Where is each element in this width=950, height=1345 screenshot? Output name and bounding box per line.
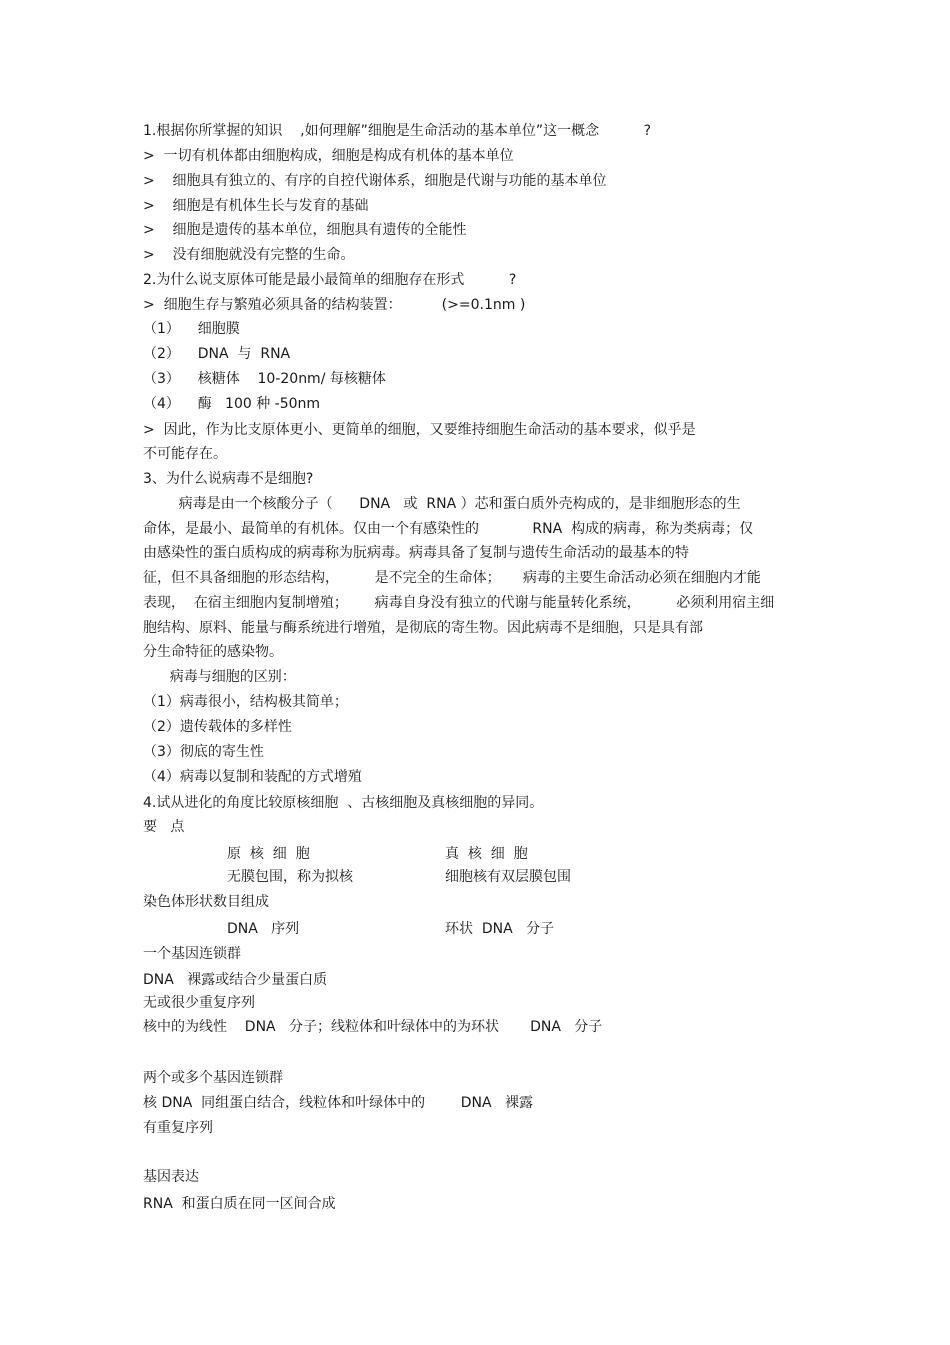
question-1-item: > 细胞是遗传的基本单位，细胞具有遗传的全能性 bbox=[143, 222, 467, 238]
eukaryote-dna: 环状 DNA 分子 bbox=[445, 921, 555, 937]
question-3-paragraph-line: 命体，是最小、最简单的有机体。仅由一个有感染性的 RNA 构成的病毒，称为类病毒；仅 bbox=[143, 521, 754, 537]
question-1-item: > 细胞具有独立的、有序的自控代谢体系，细胞是代谢与功能的基本单位 bbox=[143, 173, 607, 189]
question-3-paragraph-line: 病毒是由一个核酸分子（ DNA 或 RNA ）芯和蛋白质外壳构成的，是非细胞形态的生 bbox=[143, 496, 741, 512]
question-2-item: （4） 酶 100 种 -50nm bbox=[143, 396, 321, 412]
question-3-paragraph-line: 胞结构、原料、能量与酶系统进行增殖，是彻底的寄生物。因此病毒不是细胞，只是具有部 bbox=[143, 620, 703, 636]
comparison-line: 两个或多个基因连锁群 bbox=[143, 1070, 283, 1086]
question-3-paragraph-line: 征，但不具备细胞的形态结构， 是不完全的生命体； 病毒的主要生命活动必须在细胞内才能 bbox=[143, 570, 761, 586]
comparison-line: 无或很少重复序列 bbox=[143, 995, 255, 1011]
prokaryote-dna: DNA 序列 bbox=[227, 921, 300, 937]
question-2-title: 2.为什么说支原体可能是最小最简单的细胞存在形式 ? bbox=[143, 272, 517, 288]
question-2-item: （3） 核糖体 10-20nm/ 每核糖体 bbox=[143, 371, 386, 387]
question-3-diff-item: （1）病毒很小，结构极其简单； bbox=[143, 694, 348, 710]
question-4-title: 4.试从进化的角度比较原核细胞 、古核细胞及真核细胞的异同。 bbox=[143, 795, 544, 811]
prokaryote-nucleus: 无膜包围，称为拟核 bbox=[227, 869, 353, 885]
question-3-diff-item: （2）遗传载体的多样性 bbox=[143, 719, 292, 735]
question-1-item: > 没有细胞就没有完整的生命。 bbox=[143, 247, 355, 263]
question-3-paragraph-line: 由感染性的蛋白质构成的病毒称为朊病毒。病毒具备了复制与遗传生命活动的最基本的特 bbox=[143, 545, 689, 561]
eukaryote-column-header: 真 核 细 胞 bbox=[445, 846, 528, 862]
comparison-line: 一个基因连锁群 bbox=[143, 946, 241, 962]
comparison-line: DNA 裸露或结合少量蛋白质 bbox=[143, 972, 328, 988]
question-2-conclusion: > 因此，作为比支原体更小、更简单的细胞，又要维持细胞生命活动的基本要求，似乎是 bbox=[143, 422, 696, 438]
question-3-diff-item: （4）病毒以复制和装配的方式增殖 bbox=[143, 769, 362, 785]
prokaryote-column-header: 原 核 细 胞 bbox=[227, 846, 310, 862]
chromosome-label: 染色体形状数目组成 bbox=[143, 894, 269, 910]
comparison-line: 基因表达 bbox=[143, 1169, 199, 1185]
question-2-item: （2） DNA 与 RNA bbox=[143, 346, 291, 362]
question-2-item: （1） 细胞膜 bbox=[143, 321, 240, 337]
question-1-item: > 一切有机体都由细胞构成，细胞是构成有机体的基本单位 bbox=[143, 148, 514, 164]
question-2-intro: > 细胞生存与繁殖必须具备的结构装置： (>=0.1nm ) bbox=[143, 297, 526, 313]
comparison-line: RNA 和蛋白质在同一区间合成 bbox=[143, 1196, 336, 1212]
question-3-paragraph-line: 分生命特征的感染物。 bbox=[143, 644, 283, 660]
question-3-paragraph-line: 表现， 在宿主细胞内复制增殖； 病毒自身没有独立的代谢与能量转化系统， 必须利用宿主细 bbox=[143, 595, 775, 611]
comparison-line: 核中的为线性 DNA 分子；线粒体和叶绿体中的为环状 DNA 分子 bbox=[143, 1019, 603, 1035]
comparison-line: 核 DNA 同组蛋白结合，线粒体和叶绿体中的 DNA 裸露 bbox=[143, 1095, 533, 1111]
question-3-title: 3、为什么说病毒不是细胞? bbox=[143, 471, 314, 487]
question-1-title: 1.根据你所掌握的知识 ,如何理解”细胞是生命活动的基本单位”这一概念 ? bbox=[143, 123, 652, 139]
question-3-diff-title: 病毒与细胞的区别： bbox=[143, 669, 296, 685]
key-points-header: 要 点 bbox=[143, 819, 185, 835]
question-3-diff-item: （3）彻底的寄生性 bbox=[143, 744, 264, 760]
comparison-line: 有重复序列 bbox=[143, 1120, 213, 1136]
eukaryote-nucleus: 细胞核有双层膜包围 bbox=[445, 869, 571, 885]
question-2-conclusion: 不可能存在。 bbox=[143, 446, 227, 462]
question-1-item: > 细胞是有机体生长与发育的基础 bbox=[143, 198, 369, 214]
